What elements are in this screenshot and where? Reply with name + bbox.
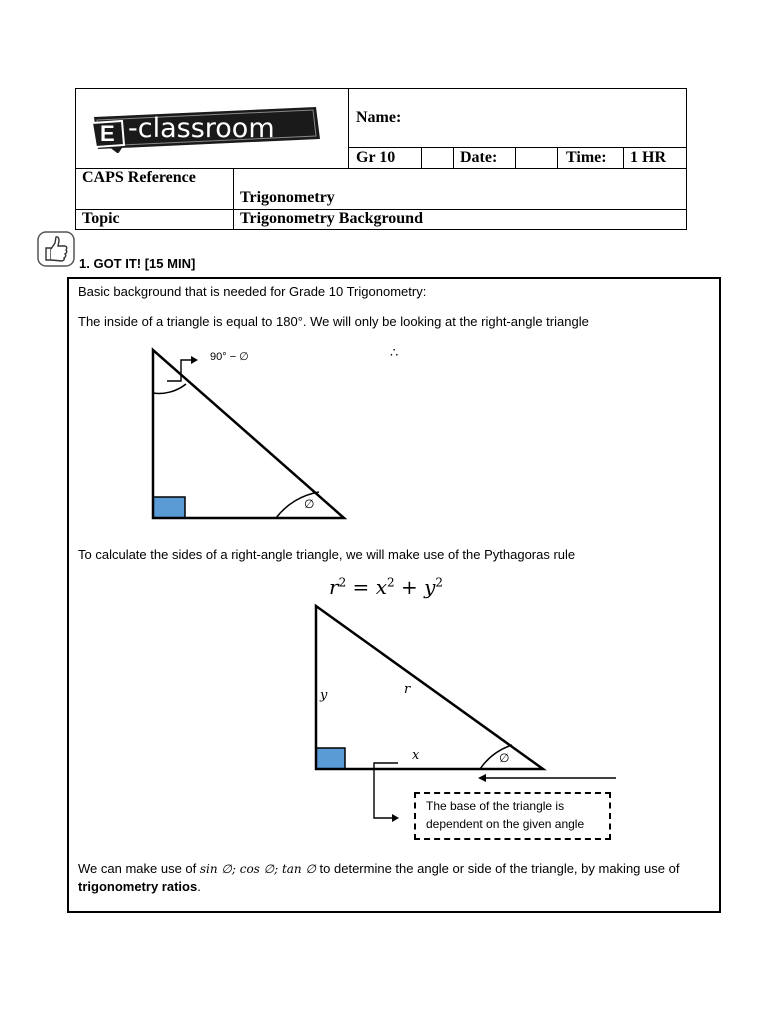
triangle-sentence: The inside of a triangle is equal to 180°. We will only be looking at the right-angle triangle [78,314,589,329]
time-value: 1 HR [630,149,666,166]
topic-value: Trigonometry Background [240,210,423,227]
name-label: Name: [356,109,402,126]
triangle-outline-2 [316,606,543,769]
date-label: Date: [460,149,498,166]
side-y-label: y [320,688,328,703]
angle-label-2: ∅ [499,751,510,765]
closing-text-line1: We can make use of sin ∅; cos ∅; tan ∅ to determine the angle or side of the triangle, by making use of [78,861,680,876]
intro-text: Basic background that is needed for Grade 10 Trigonometry: [78,284,427,299]
base-callout-box [414,792,611,840]
section-heading: 1. GOT IT! [15 MIN] [79,256,196,271]
caps-reference-label: CAPS Reference [82,169,196,186]
time-label: Time: [566,149,607,166]
trig-ratios-term: trigonometry ratios [78,879,198,894]
caps-reference-value: Trigonometry [240,189,335,206]
topic-label: Topic [82,210,120,227]
side-x-label: x [412,748,420,763]
therefore-symbol: ∴ [390,345,399,360]
callout-pointer-arrow [374,763,398,818]
callout-line-2: dependent on the given angle [426,817,585,831]
closing-text-line2: trigonometry ratios. [78,879,201,894]
top-angle-label: 90° − ∅ [210,351,249,363]
logo-text: -classroom [128,113,275,144]
side-r-label: r [404,682,411,697]
right-angle-marker-2 [316,748,345,769]
pythagoras-formula: $r^2 = x^2 + y^2$ [329,575,444,599]
trig-ratios-inline: sin ∅; cos ∅; tan ∅ [199,862,316,876]
grade-label: Gr 10 [356,149,396,166]
svg-text:E: E [100,121,115,146]
bottom-angle-label: ∅ [304,497,315,511]
callout-line-1: The base of the triangle is [426,799,565,813]
pythagoras-sentence: To calculate the sides of a right-angle triangle, we will make use of the Pythagoras rule [78,547,576,562]
